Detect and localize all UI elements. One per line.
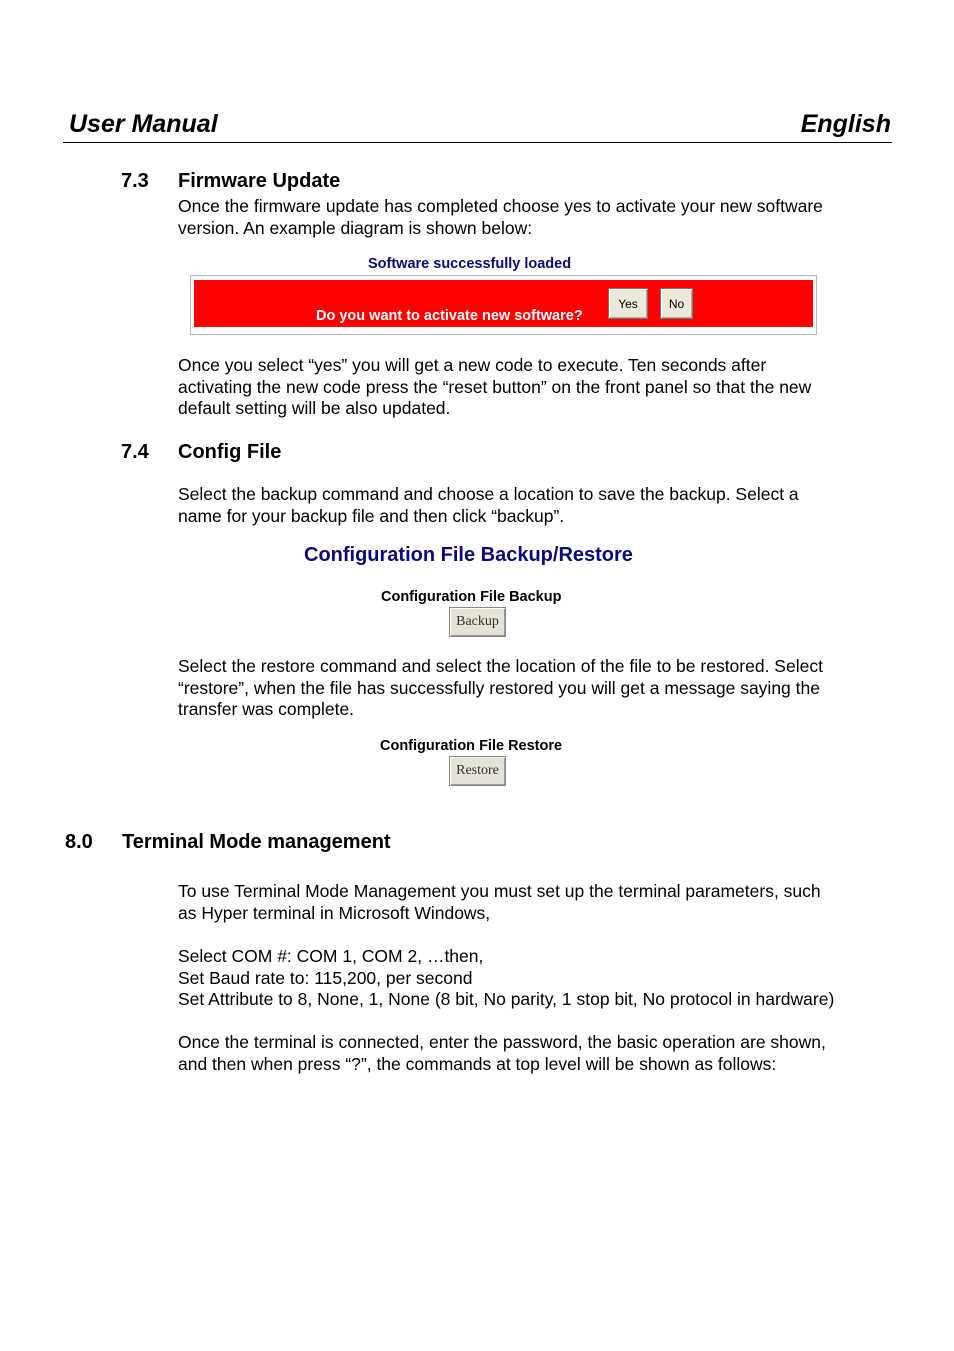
firmware-after-paragraph — [178, 355, 898, 420]
text-line: “restore”, when the file has successfully restored you will get a message saying the — [178, 677, 820, 698]
text-line: Once the firmware update has completed choose yes to activate your new software — [178, 196, 823, 216]
terminal-intro-paragraph — [178, 881, 898, 924]
activate-software-red-panel — [194, 280, 813, 328]
settings-line: Select COM #: COM 1, COM 2, …then, — [178, 946, 484, 966]
backup-label: Configuration File Backup — [381, 589, 562, 605]
section-title-terminal-mode: Terminal Mode management — [122, 831, 391, 853]
activate-question: Do you want to activate new software? — [316, 308, 583, 324]
text-line: Once you select “yes” you will get a new code to execute. Ten seconds after — [178, 355, 767, 375]
config-figure-title: Configuration File Backup/Restore — [304, 544, 633, 566]
text-line: default setting will be also updated. — [178, 398, 451, 418]
text-line: activating the new code press the “reset button” on the front panel so that the new — [178, 376, 812, 397]
config-intro-paragraph — [178, 484, 898, 527]
text-line: and then when press “?”, the commands at top level will be shown as follows: — [178, 1053, 777, 1074]
section-title-firmware-update: Firmware Update — [178, 170, 341, 192]
header-title-left: User Manual — [69, 110, 218, 138]
section-number-7-4: 7.4 — [121, 441, 149, 463]
text-line: version. An example diagram is shown below: — [178, 217, 533, 238]
backup-button[interactable]: Backup — [449, 607, 506, 637]
yes-button[interactable]: Yes — [608, 288, 648, 319]
text-line: Select the backup command and choose a location to save the backup. Select a — [178, 484, 799, 504]
settings-line: Set Attribute to 8, None, 1, None (8 bit, No parity, 1 stop bit, No protocol in hardware) — [178, 989, 835, 1009]
activate-software-panel — [190, 275, 817, 335]
section-number-7-3: 7.3 — [121, 170, 149, 192]
text-line: name for your backup file and then click “backup”. — [178, 505, 565, 526]
terminal-settings-list — [178, 946, 898, 1011]
header-title-right: English — [800, 110, 891, 138]
figure-caption-software-loaded: Software successfully loaded — [368, 256, 572, 272]
settings-line: Set Baud rate to: 115,200, per second — [178, 967, 473, 988]
section-title-config-file: Config File — [178, 441, 282, 463]
text-line: as Hyper terminal in Microsoft Windows, — [178, 902, 491, 923]
no-button[interactable]: No — [660, 288, 693, 319]
section-number-8-0: 8.0 — [65, 831, 93, 853]
header-rule — [63, 142, 892, 143]
text-line: To use Terminal Mode Management you must set up the terminal parameters, such — [178, 881, 821, 901]
restore-button[interactable]: Restore — [449, 756, 506, 786]
text-line: Once the terminal is connected, enter the password, the basic operation are shown, — [178, 1032, 826, 1052]
text-line: Select the restore command and select the location of the file to be restored. Select — [178, 656, 823, 676]
text-line: transfer was complete. — [178, 699, 355, 719]
restore-paragraph — [178, 656, 898, 721]
restore-label: Configuration File Restore — [380, 738, 563, 754]
terminal-connected-paragraph — [178, 1032, 898, 1075]
firmware-intro-paragraph — [178, 196, 898, 239]
